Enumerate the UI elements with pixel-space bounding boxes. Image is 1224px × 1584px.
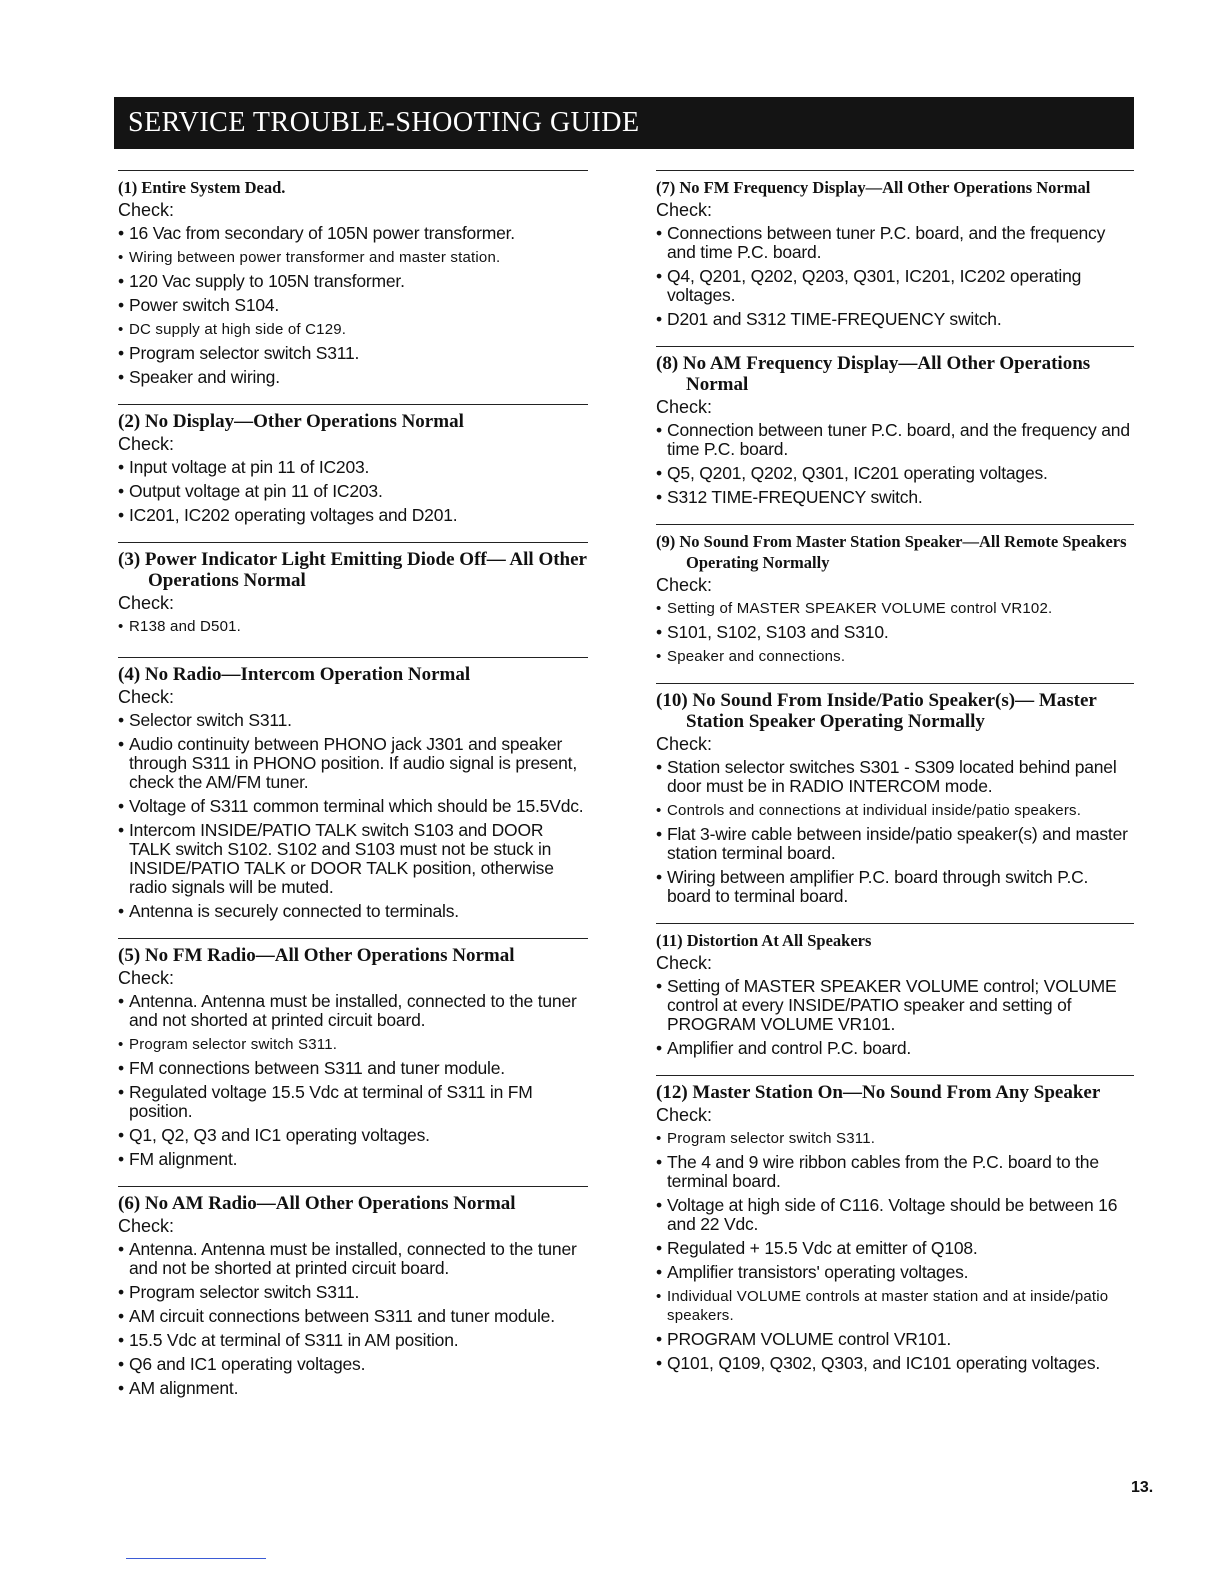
list-item: • Program selector switch S311. [118,344,588,363]
left-column [118,170,588,1415]
check-label: Check: [656,734,713,754]
check-list [656,1129,1134,1373]
check-list [656,758,1134,906]
list-item: • Voltage at high side of C116. Voltage should be between 16 and 22 Vdc. [656,1196,1134,1234]
list-item: • Connection between tuner P.C. board, and the frequency and time P.C. board. [656,421,1134,459]
list-item: • Program selector switch S311. [118,1035,588,1054]
check-list [118,617,588,636]
list-item: • S101, S102, S103 and S310. [656,623,1134,642]
list-item: • Individual VOLUME controls at master station and at inside/patio speakers. [656,1287,1134,1325]
check-label: Check: [656,575,713,595]
section-distortion [656,923,1134,1075]
check-label: Check: [656,397,713,417]
list-item: • Connections between tuner P.C. board, and the frequency and time P.C. board. [656,224,1134,262]
list-item: • Antenna. Antenna must be installed, connected to the tuner and not shorted at printed circuit board. [118,992,588,1030]
section-title: (6) No AM Radio—All Other Operations Normal [118,1193,516,1214]
list-item: • 120 Vac supply to 105N transformer. [118,272,588,291]
list-item: • DC supply at high side of C129. [118,320,588,339]
section-title: (1) Entire System Dead. [118,178,286,197]
list-item: • S312 TIME-FREQUENCY switch. [656,488,1134,507]
section-title: (3) Power Indicator Light Emitting Diode Off— All Other Operations Normal [118,549,587,591]
list-item: • Antenna. Antenna must be installed, connected to the tuner and not be shorted at printed circuit board. [118,1240,588,1278]
check-label: Check: [118,687,175,707]
check-label: Check: [656,200,713,220]
section-title: (8) No AM Frequency Display—All Other Operations Normal [656,353,1091,395]
page-title: SERVICE TROUBLE-SHOOTING GUIDE [114,97,1134,149]
list-item: • Speaker and connections. [656,647,1134,666]
list-item: • Output voltage at pin 11 of IC203. [118,482,588,501]
list-item: • Q6 and IC1 operating voltages. [118,1355,588,1374]
list-item: • FM connections between S311 and tuner module. [118,1059,588,1078]
list-item: • IC201, IC202 operating voltages and D201. [118,506,588,525]
section-title: (2) No Display—Other Operations Normal [118,411,464,432]
check-list [656,421,1134,507]
section-no-display [118,404,588,542]
list-item: • PROGRAM VOLUME control VR101. [656,1330,1134,1349]
list-item: • Wiring between power transformer and master station. [118,248,588,267]
check-list [118,711,588,921]
list-item: • Controls and connections at individual inside/patio speakers. [656,801,1134,820]
list-item: • Speaker and wiring. [118,368,588,387]
list-item: • Q5, Q201, Q202, Q301, IC201 operating voltages. [656,464,1134,483]
section-title: (7) No FM Frequency Display—All Other Operations Normal [656,178,1091,197]
list-item: • Selector switch S311. [118,711,588,730]
check-label: Check: [118,593,175,613]
check-label: Check: [118,968,175,988]
list-item: • Audio continuity between PHONO jack J301 and speaker through S311 in PHONO position. If audio signal is present, check the AM/FM tuner. [118,735,588,792]
list-item: • AM circuit connections between S311 and tuner module. [118,1307,588,1326]
list-item: • Q1, Q2, Q3 and IC1 operating voltages. [118,1126,588,1145]
section-title: (9) No Sound From Master Station Speaker—All Remote Speakers Operating Normally [656,532,1127,572]
list-item: • Setting of MASTER SPEAKER VOLUME control VR102. [656,599,1134,618]
section-title: (10) No Sound From Inside/Patio Speaker(s)— Master Station Speaker Operating Normally [656,690,1097,732]
list-item: • The 4 and 9 wire ribbon cables from the P.C. board to the terminal board. [656,1153,1134,1191]
section-no-am-radio [118,1186,588,1415]
section-title: (4) No Radio—Intercom Operation Normal [118,664,471,685]
check-label: Check: [656,1105,713,1125]
section-entire-system-dead [118,170,588,404]
list-item: • Amplifier transistors' operating voltages. [656,1263,1134,1282]
section-no-am-frequency-display [656,346,1134,524]
list-item: • Antenna is securely connected to terminals. [118,902,588,921]
section-no-sound-inside-patio [656,683,1134,923]
section-no-fm-radio [118,938,588,1186]
section-title: (5) No FM Radio—All Other Operations Normal [118,945,515,966]
list-item: • Amplifier and control P.C. board. [656,1039,1134,1058]
list-item: • Wiring between amplifier P.C. board through switch P.C. board to terminal board. [656,868,1134,906]
right-column [656,170,1134,1390]
check-label: Check: [118,1216,175,1236]
check-list [656,224,1134,329]
check-list [118,224,588,387]
footer-rule [126,1558,266,1559]
list-item: • Flat 3-wire cable between inside/patio speaker(s) and master station terminal board. [656,825,1134,863]
check-label: Check: [656,953,713,973]
section-no-sound-master-speaker [656,524,1134,683]
list-item: • Station selector switches S301 - S309 located behind panel door must be in RADIO INTERCOM mode. [656,758,1134,796]
section-title: (11) Distortion At All Speakers [656,931,872,950]
check-list [118,1240,588,1398]
section-title: (12) Master Station On—No Sound From Any Speaker [656,1082,1101,1103]
section-master-station-no-sound [656,1075,1134,1390]
list-item: • AM alignment. [118,1379,588,1398]
check-label: Check: [118,200,175,220]
check-label: Check: [118,434,175,454]
section-power-indicator-led-off [118,542,588,653]
check-list [656,599,1134,666]
list-item: • R138 and D501. [118,617,588,636]
page-number: 13. [1131,1479,1154,1496]
list-item: • FM alignment. [118,1150,588,1169]
list-item: • Program selector switch S311. [656,1129,1134,1148]
list-item: • Q4, Q201, Q202, Q203, Q301, IC201, IC202 operating voltages. [656,267,1134,305]
list-item: • 15.5 Vdc at terminal of S311 in AM position. [118,1331,588,1350]
section-no-radio [118,657,588,938]
list-item: • Regulated + 15.5 Vdc at emitter of Q108. [656,1239,1134,1258]
list-item: • Regulated voltage 15.5 Vdc at terminal of S311 in FM position. [118,1083,588,1121]
check-list [118,458,588,525]
check-list [118,992,588,1169]
list-item: • Power switch S104. [118,296,588,315]
list-item: • 16 Vac from secondary of 105N power transformer. [118,224,588,243]
section-no-fm-frequency-display [656,170,1134,346]
list-item: • Q101, Q109, Q302, Q303, and IC101 operating voltages. [656,1354,1134,1373]
list-item: • D201 and S312 TIME-FREQUENCY switch. [656,310,1134,329]
check-list [656,977,1134,1058]
list-item: • Setting of MASTER SPEAKER VOLUME control; VOLUME control at every INSIDE/PATIO speaker and setting of PROGRAM VOLUME VR101. [656,977,1134,1034]
list-item: • Program selector switch S311. [118,1283,588,1302]
list-item: • Intercom INSIDE/PATIO TALK switch S103 and DOOR TALK switch S102. S102 and S103 must not be stuck in INSIDE/PATIO TALK or DOOR TALK position, otherwise radio signals will be muted. [118,821,588,897]
list-item: • Input voltage at pin 11 of IC203. [118,458,588,477]
list-item: • Voltage of S311 common terminal which should be 15.5Vdc. [118,797,588,816]
